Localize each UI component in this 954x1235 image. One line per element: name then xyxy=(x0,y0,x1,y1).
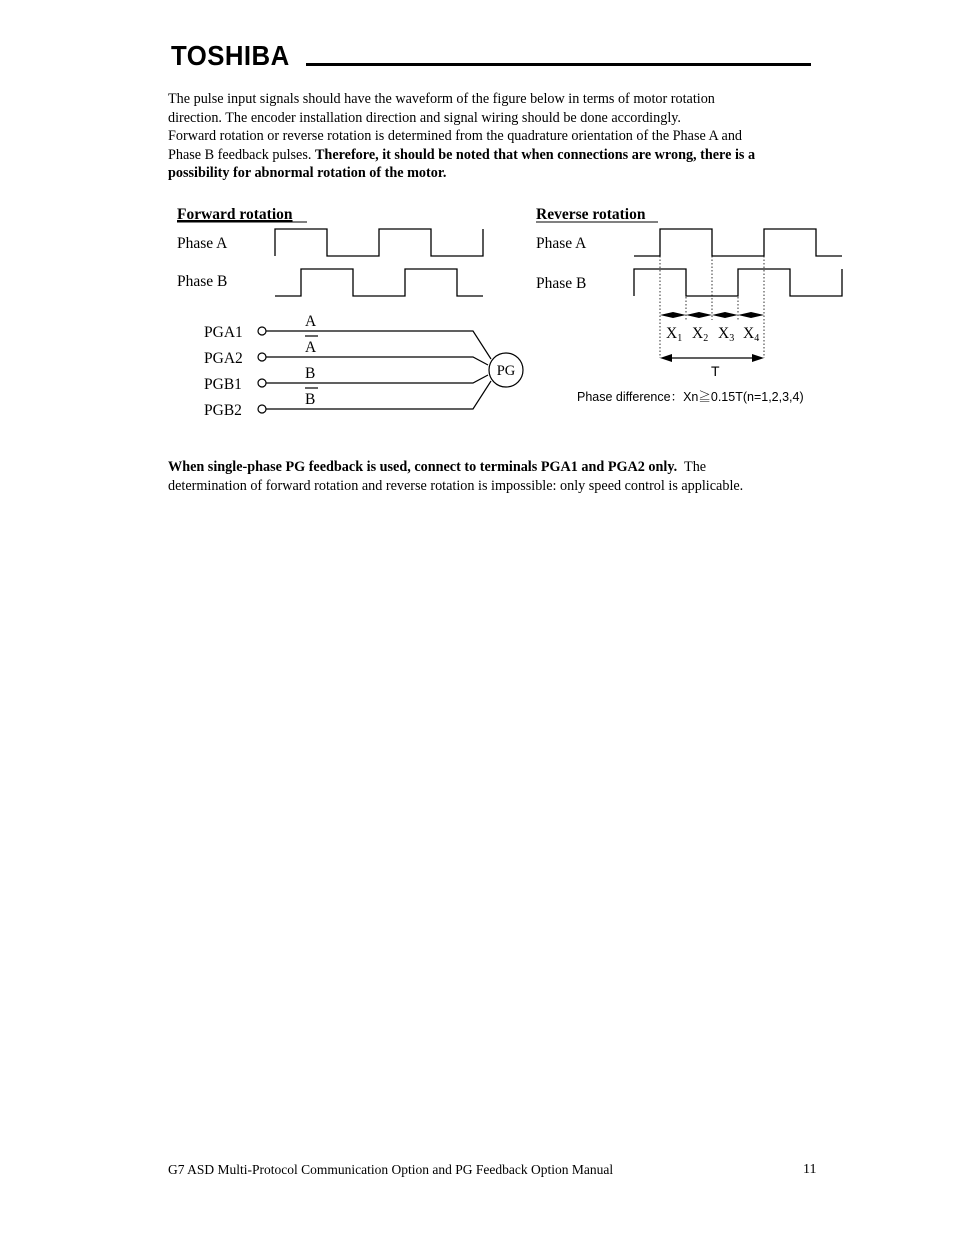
terminal-circles xyxy=(258,327,266,413)
signal-a-label: A xyxy=(305,313,317,330)
terminal-labels xyxy=(204,324,243,419)
forward-rotation-title: Forward rotation xyxy=(177,206,293,223)
intro-text: Phase B feedback pulses. xyxy=(168,146,315,163)
reverse-phase-b-label: Phase B xyxy=(536,275,587,292)
reverse-rotation-title: Reverse rotation xyxy=(536,206,646,223)
signal-b-bar-label: B xyxy=(305,391,316,408)
pg-encoder-label: PG xyxy=(496,363,516,379)
signal-b-label: B xyxy=(305,365,316,382)
signal-labels xyxy=(305,313,317,408)
x1-label: X1 xyxy=(666,325,683,344)
waveform-diagram xyxy=(0,0,954,440)
forward-phase-a-label: Phase A xyxy=(177,235,228,252)
signal-wires xyxy=(266,331,491,409)
terminal-label-pgb2: PGB2 xyxy=(204,402,242,419)
terminal-label-pgb1: PGB1 xyxy=(204,376,242,393)
forward-phase-b-label: Phase B xyxy=(177,273,228,290)
period-label: T xyxy=(711,363,720,379)
footer-title: G7 ASD Multi-Protocol Communication Option and PG Feedback Option Manual xyxy=(168,1162,614,1177)
single-phase-bold: When single-phase PG feedback is used, connect to terminals PGA1 and PGA2 only. xyxy=(168,459,678,475)
terminal-pga1 xyxy=(258,327,266,335)
warning-text: Therefore, it should be noted that when connections are wrong, there is a xyxy=(314,146,756,163)
intro-line: direction. The encoder installation direction and signal wiring should be done accordingly. xyxy=(168,109,681,126)
forward-phase-a-waveform xyxy=(275,229,483,256)
terminal-pgb1 xyxy=(258,379,266,387)
terminal-pgb2 xyxy=(258,405,266,413)
page-number: 11 xyxy=(803,1162,817,1177)
single-phase-line: determination of forward rotation and reverse rotation is impossible: only speed control is applicable. xyxy=(168,477,744,494)
x2-label: X2 xyxy=(692,325,709,344)
phase-edge-guides xyxy=(660,256,764,358)
phase-difference-labels xyxy=(666,325,759,344)
single-phase-paragraph xyxy=(168,458,828,495)
single-phase-line xyxy=(168,458,828,477)
intro-line: Forward rotation or reverse rotation is determined from the quadrature orientation of the Phase A and xyxy=(168,128,743,144)
terminal-label-pga1: PGA1 xyxy=(204,324,243,341)
reverse-phase-a-waveform xyxy=(634,229,842,256)
warning-text: possibility for abnormal rotation of the motor. xyxy=(168,165,447,181)
forward-phase-b-waveform xyxy=(275,269,483,296)
single-phase-text: The xyxy=(677,459,707,475)
signal-a-bar-label: A xyxy=(305,339,317,356)
x3-label: X3 xyxy=(718,325,735,344)
toshiba-logo: TOSHIBA xyxy=(171,40,290,71)
terminal-pga2 xyxy=(258,353,266,361)
terminal-label-pga2: PGA2 xyxy=(204,350,243,367)
intro-line: The pulse input signals should have the waveform of the figure below in terms of motor rotation xyxy=(168,91,715,107)
x4-label: X4 xyxy=(743,325,760,344)
phase-difference-formula: Phase difference：Xn≧0.15T(n=1,2,3,4) xyxy=(577,390,804,404)
reverse-phase-a-label: Phase A xyxy=(536,235,587,252)
